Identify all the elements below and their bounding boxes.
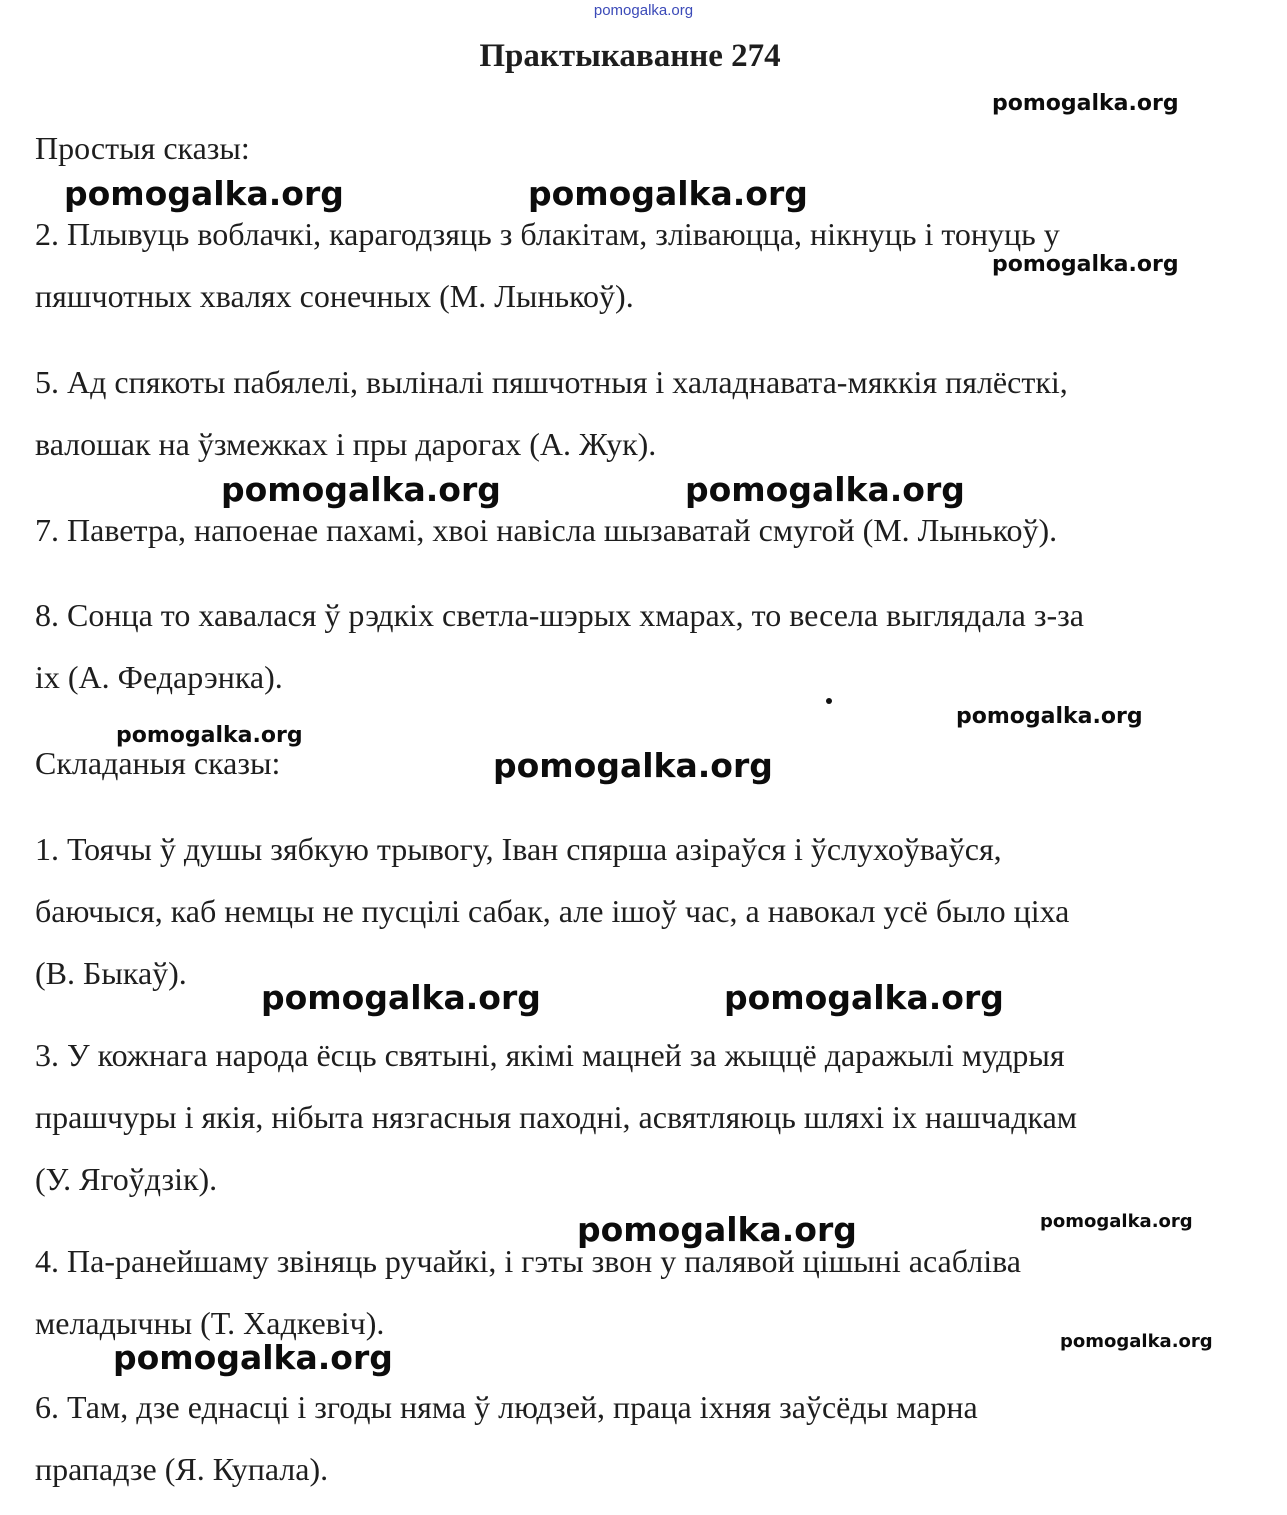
- complex-1-line-2: баючыся, каб немцы не пусцілі сабак, але ішоў час, а навокал усё было ціха: [35, 893, 1070, 929]
- ink-dot: [826, 698, 832, 704]
- sentence-7-line-1: 7. Паветра, напоенае пахамі, хвоі навісла шызаватай смугой (М. Лынькоў).: [35, 512, 1058, 548]
- section-heading-complex: Складаныя сказы:: [35, 745, 281, 781]
- complex-6-line-1: 6. Там, дзе еднасці і згоды няма ў людзей, праца іхняя заўсёды марна: [35, 1389, 978, 1425]
- sentence-8-line-2: іх (А. Федарэнка).: [35, 659, 283, 695]
- watermark: pomogalka.org: [64, 174, 344, 213]
- watermark: pomogalka.org: [1060, 1331, 1213, 1352]
- complex-3-line-3: (У. Ягоўдзік).: [35, 1161, 218, 1197]
- watermark: pomogalka.org: [528, 174, 808, 213]
- complex-3-line-2: прашчуры і якія, нібыта нязгасныя паходні, асвятляюць шляхі іх нашчадкам: [35, 1099, 1078, 1135]
- section-heading-simple: Простыя сказы:: [35, 130, 250, 166]
- complex-4-line-2: меладычны (Т. Хадкевіч).: [35, 1305, 385, 1341]
- complex-1-line-1: 1. Тоячы ў душы зябкую трывогу, Іван спярша азіраўся і ўслухоўваўся,: [35, 831, 1002, 867]
- sentence-2-line-1: 2. Плывуць воблачкі, карагодзяць з блакітам, зліваюцца, нікнуць і тонуць у: [35, 216, 1060, 252]
- watermark: pomogalka.org: [577, 1210, 857, 1249]
- complex-6-line-2: прападзе (Я. Купала).: [35, 1451, 329, 1487]
- sentence-2-line-2: пяшчотных хвалях сонечных (М. Лынькоў).: [35, 278, 634, 314]
- complex-3-line-1: 3. У кожнага народа ёсць святыні, якімі мацней за жыццё даражылі мудрыя: [35, 1037, 1065, 1073]
- watermark: pomogalka.org: [116, 723, 303, 748]
- top-watermark-link[interactable]: pomogalka.org: [593, 2, 694, 19]
- watermark: pomogalka.org: [493, 746, 773, 785]
- watermark: pomogalka.org: [685, 470, 965, 509]
- watermark: pomogalka.org: [956, 704, 1143, 729]
- watermark: pomogalka.org: [113, 1338, 393, 1377]
- watermark: pomogalka.org: [724, 978, 1004, 1017]
- watermark: pomogalka.org: [261, 978, 541, 1017]
- watermark: pomogalka.org: [992, 91, 1179, 116]
- watermark: pomogalka.org: [992, 252, 1179, 277]
- sentence-5-line-1: 5. Ад спякоты пабялелі, выліналі пяшчотныя і халаднавата-мяккія пялёсткі,: [35, 364, 1068, 400]
- sentence-8-line-1: 8. Сонца то хавалася ў рэдкіх светла-шэрых хмарах, то весела выглядала з-за: [35, 597, 1084, 633]
- complex-4-line-1: 4. Па-ранейшаму звіняць ручайкі, і гэты звон у палявой цішыні асабліва: [35, 1243, 1021, 1279]
- watermark: pomogalka.org: [221, 470, 501, 509]
- watermark: pomogalka.org: [1040, 1211, 1193, 1232]
- sentence-5-line-2: валошак на ўзмежках і пры дарогах (А. Жук).: [35, 426, 657, 462]
- complex-1-line-3: (В. Быкаў).: [35, 955, 187, 991]
- page-title: Практыкаванне 274: [479, 38, 781, 74]
